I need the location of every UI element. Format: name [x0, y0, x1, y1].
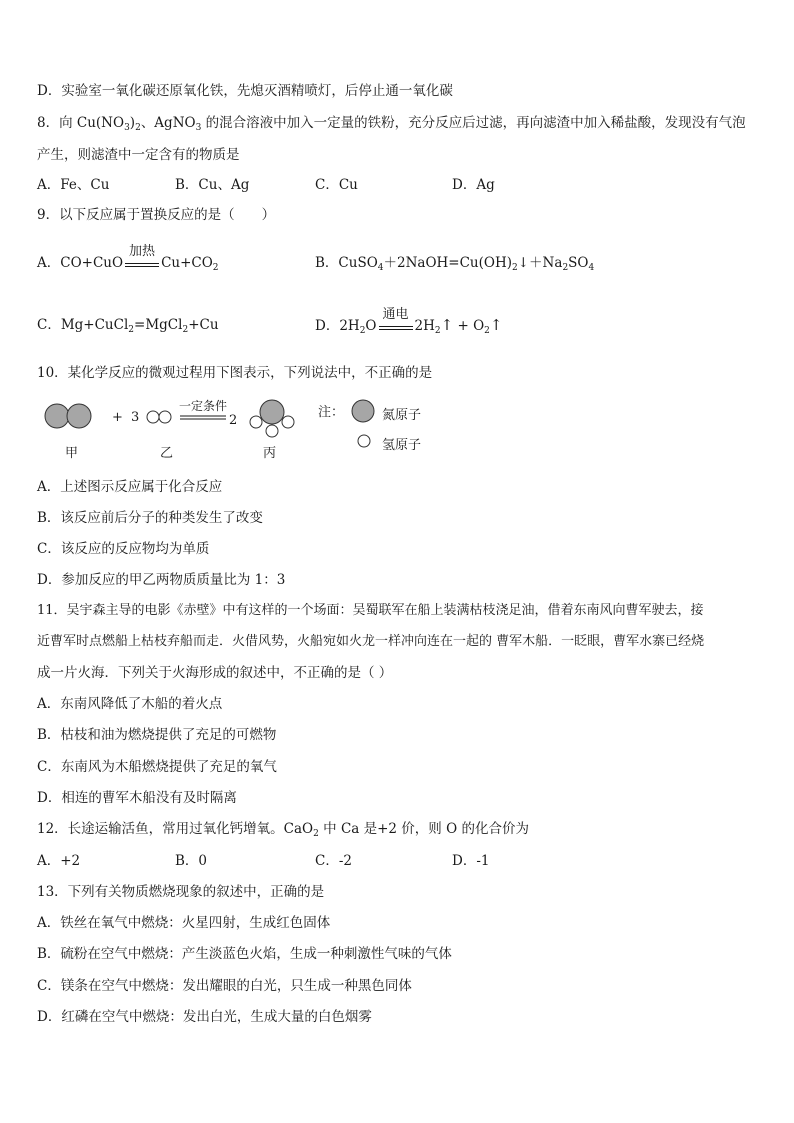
hydrogen-atom: [282, 416, 294, 428]
coefficient-3: 3: [131, 410, 140, 425]
hydrogen-atom: [147, 411, 159, 423]
q9-option-a: A．CO+CuO 加热 $Cu+CO_2$: [37, 243, 219, 273]
q12-option-d: D．-1: [452, 853, 490, 869]
legend-note: 注：: [318, 405, 345, 420]
q9-option-b: B．$CuSO_4+2NaOH=Cu(OH)_2↓+Na_2SO_4$: [315, 255, 595, 273]
label-yi: 乙: [160, 446, 174, 461]
q11-option-b: B．枯枝和油为燃烧提供了充足的可燃物: [37, 727, 277, 743]
condition-heat: 加热: [125, 258, 159, 270]
nitrogen-atom: [260, 400, 284, 424]
q9-option-c: C．Mg+CuCl$_2$=MgCl$_2$+Cu: [37, 317, 219, 335]
legend-hydrogen-label: 氢原子: [382, 438, 422, 453]
q12-option-b: B．0: [175, 853, 208, 869]
q13-option-c: C．镁条在空气中燃烧：发出耀眼的白光，只生成一种黑色同体: [37, 978, 412, 994]
q8-stem-line2: 产生，则滤渣中一定含有的物质是: [37, 147, 240, 163]
q13-option-b: B．硫粉在空气中燃烧：产生淡蓝色火焰，生成一种刺激性气味的气体: [37, 946, 452, 962]
q12-option-a: A．+2: [37, 853, 81, 869]
q10-option-c: C．该反应的反应物均为单质: [37, 541, 210, 557]
label-jia: 甲: [65, 446, 79, 461]
molecule-diagram: [30, 394, 490, 466]
hydrogen-atom: [159, 411, 171, 423]
q12-option-c: C．-2: [315, 853, 352, 869]
hydrogen-atom: [266, 425, 278, 437]
condition-electrolysis: 通电: [379, 321, 413, 333]
nitrogen-atom: [67, 404, 91, 428]
q10-stem: 10．某化学反应的微观过程用下图表示，下列说法中，不正确的是: [37, 365, 433, 381]
legend-nitrogen-atom: [352, 400, 374, 422]
q10-option-a: A．上述图示反应属于化合反应: [37, 479, 223, 495]
q9-option-d: D．$2H_2O$ 通电 $2H_2↑$ + $O_2↑$: [315, 306, 503, 336]
q8-option-b: B．Cu、Ag: [175, 177, 250, 193]
q12-stem: 12．长途运输活鱼，常用过氧化钙增氧。CaO$_2$ 中 Ca 是+2 价，则 O 的化合价为: [37, 821, 529, 839]
q10-option-b: B．该反应前后分子的种类发生了改变: [37, 510, 263, 526]
q11-option-a: A．东南风降低了木船的着火点: [37, 696, 223, 712]
q8-option-c: C．Cu: [315, 177, 358, 193]
coefficient-2: 2: [229, 413, 238, 428]
q11-stem-line2: 近曹军时点燃船上枯枝弃船而走．火借风势，火船宛如火龙一样冲向连在一起的 曹军木船．一眨眼，曹军水寨已经烧: [37, 634, 705, 649]
q11-stem-line3: 成一片火海．下列关于火海形成的叙述中，不正确的是（ ）: [37, 665, 393, 681]
q10-option-d: D．参加反应的甲乙两物质质量比为 1：3: [37, 572, 286, 588]
q9-stem: 9．以下反应属于置换反应的是（ ）: [37, 207, 276, 223]
q13-stem: 13．下列有关物质燃烧现象的叙述中，正确的是: [37, 884, 325, 900]
reaction-condition: 一定条件: [179, 399, 228, 413]
q7-option-d: D．实验室一氧化碳还原氧化铁，先熄灭酒精喷灯，后停止通一氧化碳: [37, 83, 453, 99]
q8-option-a: A．Fe、Cu: [37, 177, 110, 193]
label-bing: 丙: [263, 446, 277, 461]
q11-option-d: D．相连的曹军木船没有及时隔离: [37, 790, 237, 806]
nitrogen-atom: [45, 404, 69, 428]
q11-option-c: C．东南风为木船燃烧提供了充足的氧气: [37, 759, 277, 775]
q13-option-d: D．红磷在空气中燃烧：发出白光，生成大量的白色烟雾: [37, 1009, 372, 1025]
q8-stem-line1: 8．向 $Cu(NO_3)_2$、AgNO$_3$ 的混合溶液中加入一定量的铁粉，充分反应后过滤，再向滤渣中加入稀盐酸，发现没有气泡: [37, 115, 746, 133]
legend-hydrogen-atom: [358, 435, 370, 447]
legend-nitrogen-label: 氮原子: [382, 408, 422, 423]
q13-option-a: A．铁丝在氧气中燃烧：火星四射，生成红色固体: [37, 915, 331, 931]
q11-stem-line1: 11．吴宇森主导的电影《赤壁》中有这样的一个场面：吴蜀联军在船上装满枯枝浇足油，借着东南风向曹军驶去，接: [37, 603, 704, 618]
plus-sign: +: [112, 410, 123, 425]
hydrogen-atom: [250, 416, 262, 428]
q8-option-d: D．Ag: [452, 177, 495, 193]
